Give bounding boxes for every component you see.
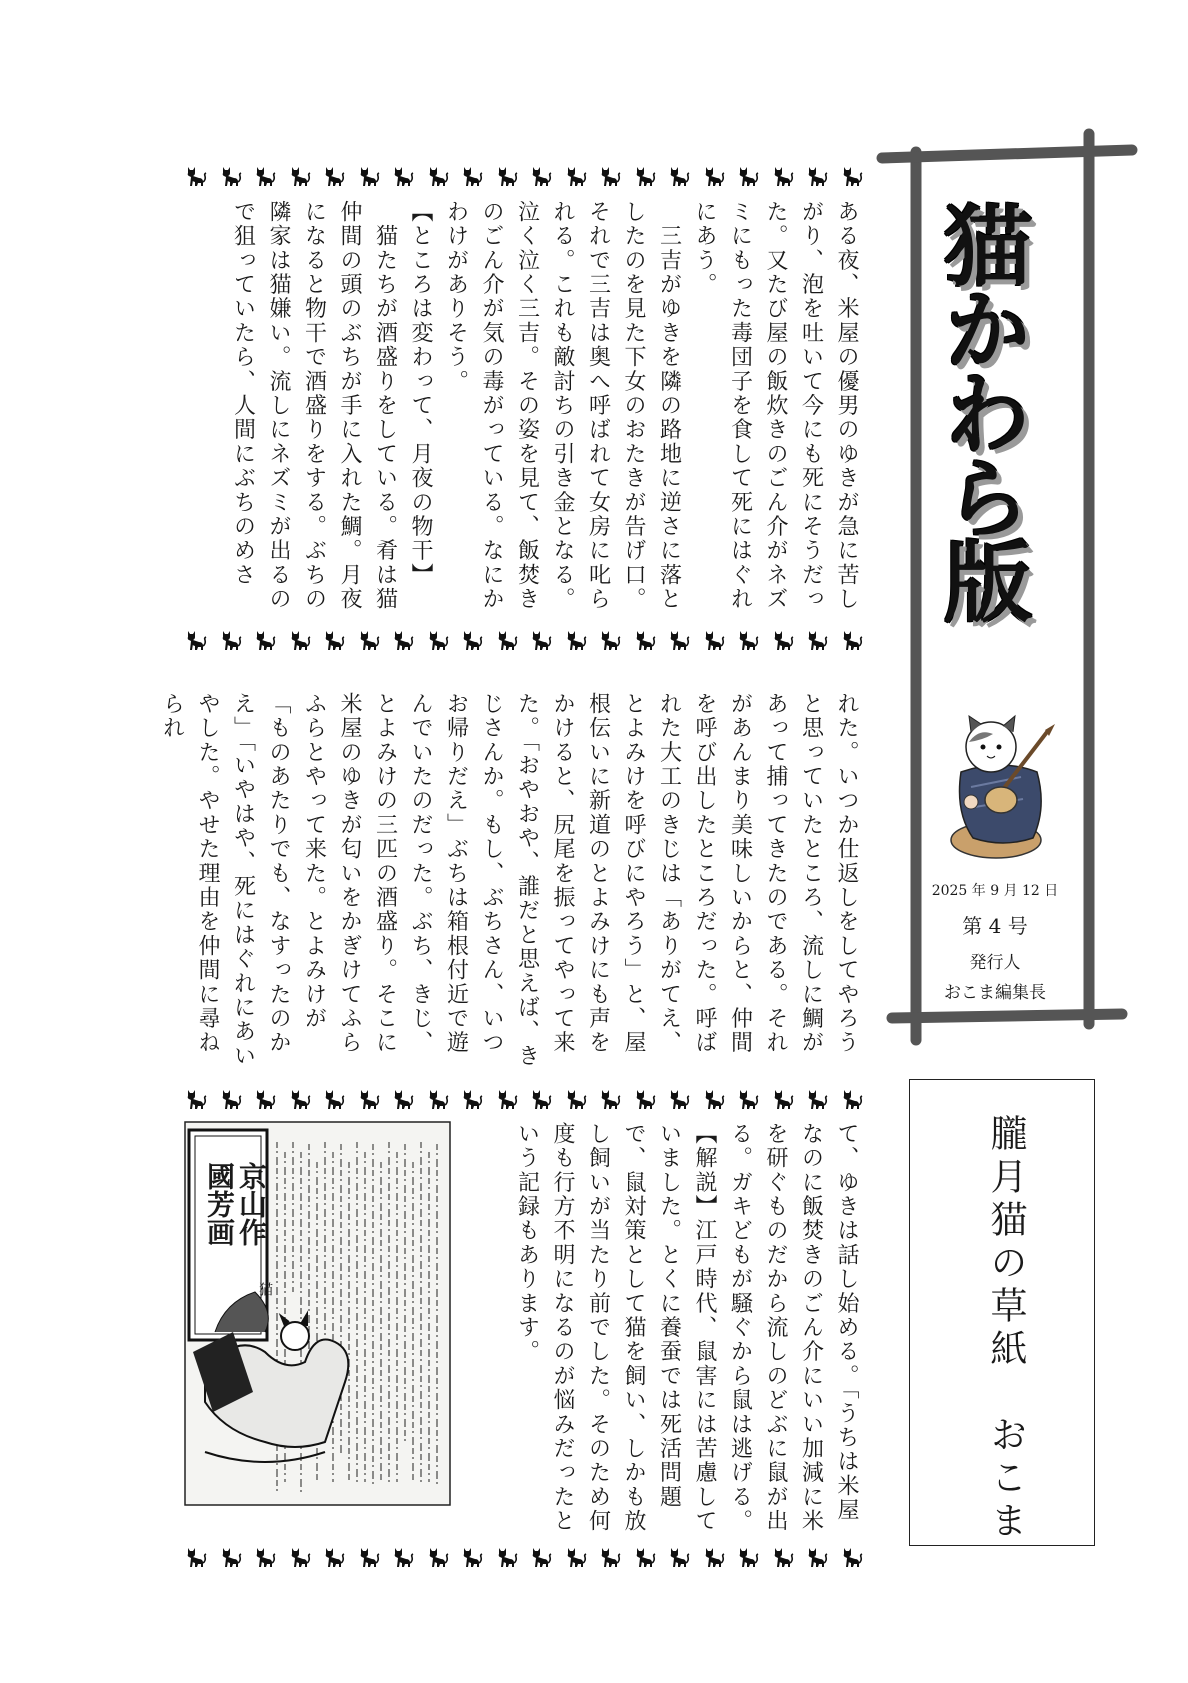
cat-silhouette-icon	[530, 165, 552, 187]
article-block-top: ある夜、米屋の優男のゆきが急に苦しがり、泡を吐いて今にも死にそうだった。又たび屋の飯炊きのごん介がネズミにもった毒団子を食して死にはぐれにあう。 三吉がゆきを隣の路地に逆さに落としたのを見た下女のおたきが告げ口。それで三吉は奥へ呼ばれて女房に叱られる。これも敵討ちの引き金となる。泣く泣く三吉。その姿を見て、飯焚きのごん介が気の毒がっている。なにかわけがありそう。 【ところは変わって、月夜の物干】 猫たちが酒盛りをしている。肴は猫仲間の頭のぶちが手に入れた鯛。月夜になると物干で酒盛りをする。ぶちの隣家は猫嫌い。流しにネズミが出るので狙っていたら、人間にぶちのめさ	[230, 200, 859, 612]
cat-silhouette-icon	[289, 165, 311, 187]
mascot-illustration	[941, 692, 1059, 862]
cat-silhouette-icon	[668, 165, 690, 187]
cat-silhouette-icon	[461, 629, 483, 651]
cat-silhouette-icon	[599, 1546, 621, 1568]
cat-silhouette-icon	[185, 1546, 207, 1568]
cat-silhouette-icon	[392, 629, 414, 651]
cat-border-bottom	[185, 1546, 863, 1568]
cat-silhouette-icon	[634, 1546, 656, 1568]
cat-silhouette-icon	[496, 165, 518, 187]
cat-silhouette-icon	[806, 1546, 828, 1568]
cat-silhouette-icon	[323, 165, 345, 187]
woodblock-cartouche: 京山作 國芳画	[203, 1162, 268, 1246]
cat-silhouette-icon	[427, 1546, 449, 1568]
cat-silhouette-icon	[427, 629, 449, 651]
cat-silhouette-icon	[841, 1546, 863, 1568]
cat-silhouette-icon	[841, 1088, 863, 1110]
cat-silhouette-icon	[530, 1088, 552, 1110]
newsletter-title: 猫かわら版	[930, 200, 1033, 620]
cat-silhouette-icon	[737, 1088, 759, 1110]
cat-silhouette-icon	[358, 1088, 380, 1110]
cat-silhouette-icon	[565, 629, 587, 651]
cat-silhouette-icon	[220, 165, 242, 187]
cat-silhouette-icon	[185, 165, 207, 187]
cat-silhouette-icon	[358, 629, 380, 651]
cat-silhouette-icon	[323, 1546, 345, 1568]
cat-silhouette-icon	[565, 1546, 587, 1568]
cat-silhouette-icon	[668, 629, 690, 651]
cat-silhouette-icon	[806, 1088, 828, 1110]
cat-silhouette-icon	[323, 1088, 345, 1110]
cat-silhouette-icon	[772, 1088, 794, 1110]
cat-border-upper-bottom	[185, 1088, 863, 1110]
cat-silhouette-icon	[565, 165, 587, 187]
cat-silhouette-icon	[496, 1546, 518, 1568]
cat-silhouette-icon	[634, 629, 656, 651]
cat-border-middle	[185, 629, 863, 651]
cat-silhouette-icon	[254, 1088, 276, 1110]
cat-silhouette-icon	[634, 1088, 656, 1110]
cat-silhouette-icon	[668, 1088, 690, 1110]
cat-silhouette-icon	[358, 1546, 380, 1568]
cat-silhouette-icon	[703, 629, 725, 651]
cat-silhouette-icon	[841, 165, 863, 187]
cat-silhouette-icon	[392, 1088, 414, 1110]
cat-silhouette-icon	[772, 165, 794, 187]
cat-silhouette-icon	[565, 1088, 587, 1110]
cat-silhouette-icon	[806, 629, 828, 651]
publisher-name: おこま編集長	[944, 983, 1046, 1003]
cat-silhouette-icon	[806, 165, 828, 187]
cat-silhouette-icon	[737, 165, 759, 187]
cat-border-top	[185, 165, 863, 187]
cat-silhouette-icon	[461, 165, 483, 187]
cat-silhouette-icon	[772, 629, 794, 651]
cat-silhouette-icon	[496, 1088, 518, 1110]
cat-silhouette-icon	[496, 629, 518, 651]
cat-silhouette-icon	[599, 165, 621, 187]
cat-silhouette-icon	[530, 629, 552, 651]
cat-silhouette-icon	[392, 1546, 414, 1568]
cat-silhouette-icon	[461, 1088, 483, 1110]
article-block-bottom: て、ゆきは話し始める。「うちは米屋なのに飯焚きのごん介にいい加減に米を研ぐものだから流しのどぶに鼠が出る。ガキどもが騒ぐから鼠は逃げる。 【解説】江戸時代、鼠害には苦慮していました。とくに養蚕では死活問題で、鼠対策として猫を飼い、しかも放し飼いが当たり前でした。そのため何度も行方不明になるのが悩みだったという記録もあります。	[514, 1122, 859, 1534]
woodblock-caption: 猫	[257, 1282, 273, 1296]
cat-silhouette-icon	[461, 1546, 483, 1568]
cat-silhouette-icon	[289, 629, 311, 651]
cat-silhouette-icon	[703, 1088, 725, 1110]
cat-silhouette-icon	[634, 165, 656, 187]
cat-silhouette-icon	[254, 165, 276, 187]
cat-silhouette-icon	[220, 1088, 242, 1110]
cat-silhouette-icon	[254, 1546, 276, 1568]
cat-silhouette-icon	[703, 165, 725, 187]
cat-silhouette-icon	[703, 1546, 725, 1568]
issue-number: 第 4 号	[962, 914, 1028, 938]
cat-silhouette-icon	[254, 629, 276, 651]
cat-silhouette-icon	[427, 1088, 449, 1110]
cat-silhouette-icon	[530, 1546, 552, 1568]
cat-silhouette-icon	[841, 629, 863, 651]
article-block-middle: れた。いつか仕返しをしてやろうと思っていたところ、流しに鯛があって捕ってきたのである。それがあんまり美味しいからと、仲間を呼び出したところだった。呼ばれた大工のきじは「ありがてえ、とよみけを呼びにやろう」と、屋根伝いに新道のとよみけにも声をかけると、尻尾を振ってやって来た。「おやおや、誰だと思えば、きじさんか。もし、ぶちさん、いつお帰りだえ」ぶちは箱根付近で遊んでいたのだった。ぶち、きじ、とよみけの三匹の酒盛り。そこに米屋のゆきが匂いをかぎけてふらふらとやって来た。とよみけが「ものあたりでも、なすったのかえ」「いやはや、死にはぐれにあいやした。やせた理由を仲間に尋ねられ	[159, 692, 859, 1069]
cat-silhouette-icon	[772, 1546, 794, 1568]
woodblock-print-illustration	[185, 1122, 450, 1505]
cat-silhouette-icon	[185, 1088, 207, 1110]
cat-silhouette-icon	[185, 629, 207, 651]
cat-silhouette-icon	[599, 1088, 621, 1110]
cat-silhouette-icon	[737, 1546, 759, 1568]
cat-silhouette-icon	[737, 629, 759, 651]
cat-silhouette-icon	[323, 629, 345, 651]
cat-silhouette-icon	[668, 1546, 690, 1568]
cat-silhouette-icon	[289, 1088, 311, 1110]
serial-title-box	[909, 1079, 1095, 1546]
publisher-label: 発行人	[969, 953, 1021, 973]
serial-title: 朧月猫の草紙 おこま	[984, 1114, 1027, 1544]
cat-silhouette-icon	[289, 1546, 311, 1568]
cat-silhouette-icon	[392, 165, 414, 187]
cat-silhouette-icon	[599, 629, 621, 651]
cat-silhouette-icon	[220, 629, 242, 651]
cat-silhouette-icon	[220, 1546, 242, 1568]
cat-silhouette-icon	[358, 165, 380, 187]
cat-silhouette-icon	[427, 165, 449, 187]
issue-date: 2025 年 9 月 12 日	[931, 883, 1059, 899]
